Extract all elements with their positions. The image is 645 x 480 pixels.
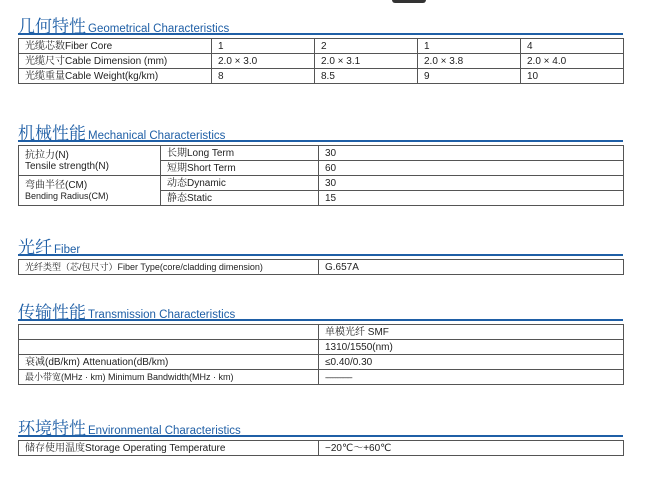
- section-title: [18, 414, 623, 438]
- section-title: [18, 233, 623, 257]
- empty-cell: [19, 340, 319, 355]
- tensile-label: [19, 146, 161, 176]
- bending-label-cn: 弯曲半径(CM): [25, 179, 88, 191]
- mode-header: 单模光纤 SMF: [319, 325, 624, 340]
- bandwidth-label: 最小带宽(MHz · km) Minimum Bandwidth(MHz · km): [19, 370, 319, 385]
- section-title: [18, 119, 623, 143]
- title-cn: 机械性能: [18, 124, 86, 143]
- section-rule: [18, 254, 623, 256]
- table-row: [19, 260, 624, 275]
- cell-value: 2: [315, 39, 418, 54]
- static-label: 静态Static: [161, 191, 319, 206]
- section-fiber: [18, 233, 623, 275]
- row-label: 光缆芯数Fiber Core: [19, 39, 212, 54]
- fiber-type-value: G.657A: [319, 260, 624, 275]
- geometrical-table: [18, 38, 624, 84]
- tensile-label-cn: 抗拉力(N): [25, 149, 69, 161]
- dynamic-value: 30: [319, 176, 624, 191]
- cell-value: 1: [212, 39, 315, 54]
- cell-value: 4: [521, 39, 624, 54]
- fiber-type-label: 光纤类型（芯/包尺寸）Fiber Type(core/cladding dimension): [19, 260, 319, 275]
- table-row: [19, 39, 624, 54]
- top-tab-notch: [392, 0, 426, 3]
- temperature-value: −20℃～+60℃: [319, 441, 624, 456]
- wavelength-header: 1310/1550(nm): [319, 340, 624, 355]
- long-term-value: 30: [319, 146, 624, 161]
- bending-label: [19, 176, 161, 206]
- long-term-label: 长期Long Term: [161, 146, 319, 161]
- title-cn: 环境特性: [18, 419, 86, 438]
- section-title: [18, 298, 623, 322]
- table-row: [19, 355, 624, 370]
- section-environmental: [18, 414, 623, 456]
- short-term-value: 60: [319, 161, 624, 176]
- cell-value: 10: [521, 69, 624, 84]
- section-transmission: [18, 298, 623, 385]
- table-row: [19, 69, 624, 84]
- temperature-label: 储存使用温度Storage Operating Temperature: [19, 441, 319, 456]
- cell-value: 2.0 × 3.0: [212, 54, 315, 69]
- dynamic-label: 动态Dynamic: [161, 176, 319, 191]
- mechanical-table: [18, 145, 624, 206]
- table-row: [19, 325, 624, 340]
- cell-value: 8: [212, 69, 315, 84]
- title-en: Fiber: [54, 244, 81, 256]
- table-row: [19, 370, 624, 385]
- cell-value: 2.0 × 3.8: [418, 54, 521, 69]
- title-en: Environmental Characteristics: [88, 425, 241, 437]
- short-term-label: 短期Short Term: [161, 161, 319, 176]
- tensile-label-en: Tensile strength(N): [25, 160, 109, 172]
- table-row: [19, 54, 624, 69]
- cell-value: 1: [418, 39, 521, 54]
- cell-value: 2.0 × 3.1: [315, 54, 418, 69]
- bandwidth-value: ----------------: [319, 370, 624, 385]
- title-cn: 几何特性: [18, 17, 86, 36]
- attenuation-value: ≤0.40/0.30: [319, 355, 624, 370]
- bending-label-en: Bending Radius(CM): [25, 190, 109, 201]
- table-row: [19, 146, 624, 161]
- environmental-table: [18, 440, 624, 456]
- section-title: [18, 12, 623, 36]
- table-row: [19, 340, 624, 355]
- attenuation-label: 衰减(dB/km) Attenuation(dB/km): [19, 355, 319, 370]
- title-cn: 传输性能: [18, 303, 86, 322]
- title-en: Geometrical Characteristics: [88, 23, 230, 35]
- title-en: Transmission Characteristics: [88, 309, 236, 321]
- row-label: 光缆尺寸Cable Dimension (mm): [19, 54, 212, 69]
- static-value: 15: [319, 191, 624, 206]
- title-cn: 光纤: [18, 238, 52, 257]
- table-row: [19, 441, 624, 456]
- section-geometrical: [18, 12, 623, 84]
- transmission-table: [18, 324, 624, 385]
- cell-value: 2.0 × 4.0: [521, 54, 624, 69]
- cell-value: 8.5: [315, 69, 418, 84]
- title-en: Mechanical Characteristics: [88, 130, 226, 142]
- section-mechanical: [18, 119, 623, 206]
- empty-cell: [19, 325, 319, 340]
- fiber-table: [18, 259, 624, 275]
- table-row: [19, 176, 624, 191]
- cell-value: 9: [418, 69, 521, 84]
- row-label: 光缆重量Cable Weight(kg/km): [19, 69, 212, 84]
